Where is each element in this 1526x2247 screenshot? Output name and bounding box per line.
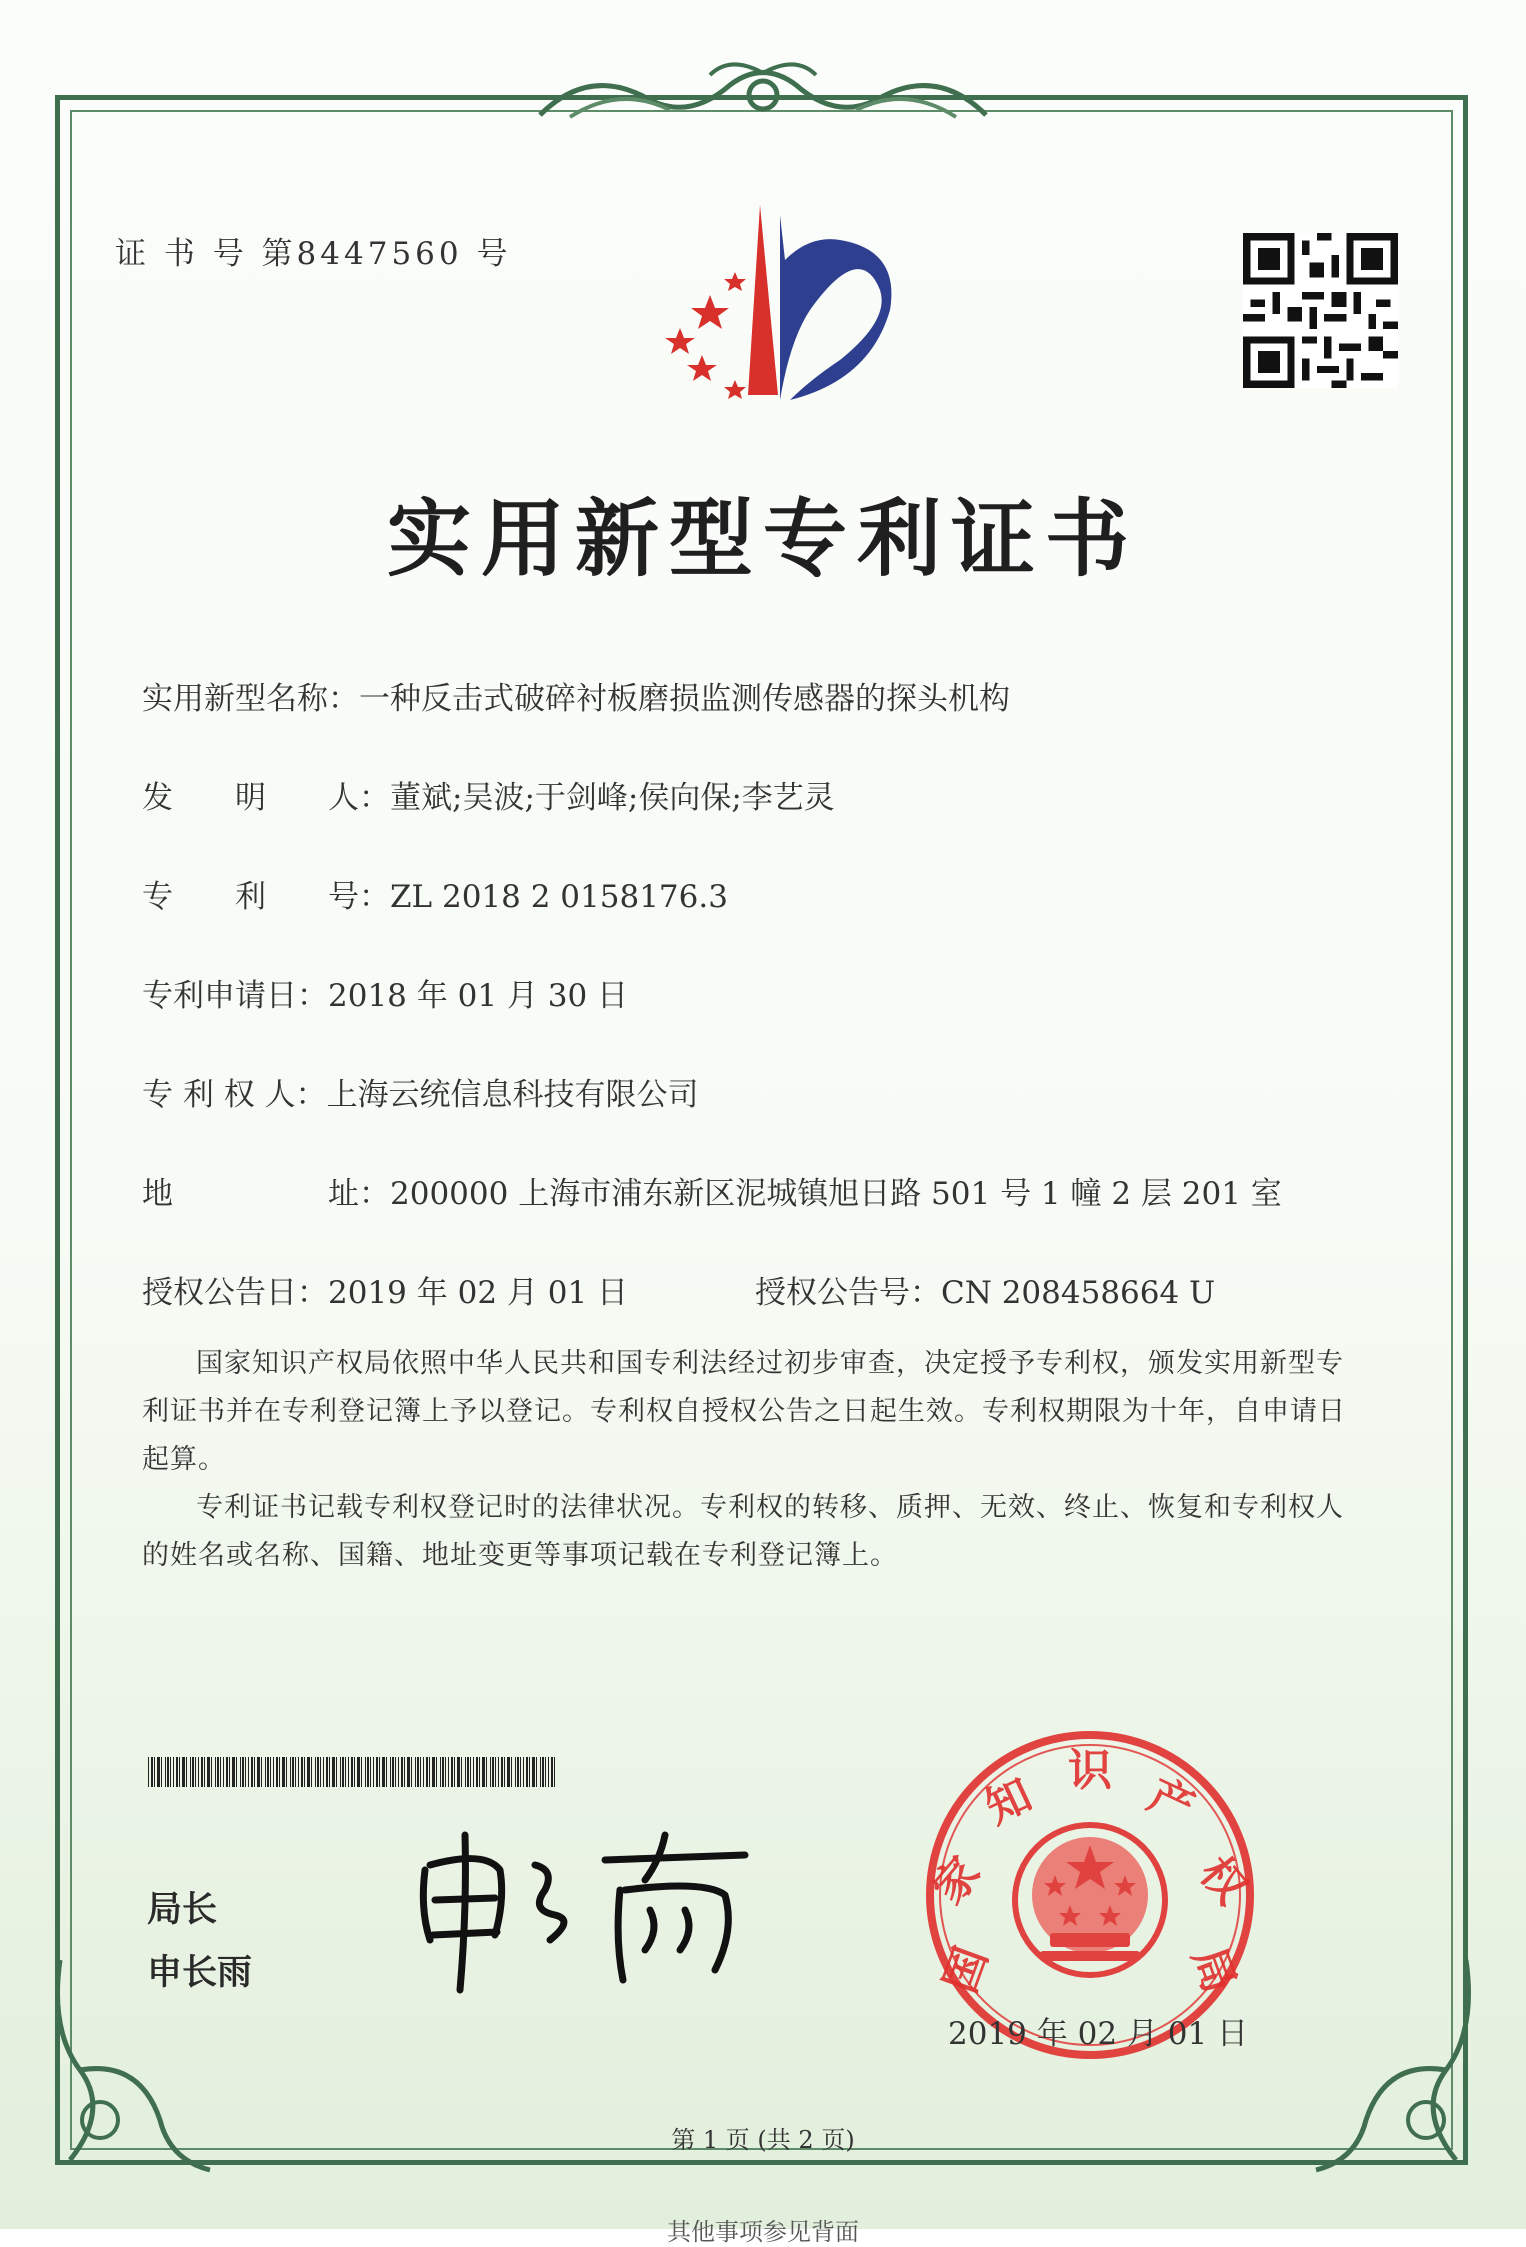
barcode-bar xyxy=(365,1757,366,1787)
svg-text:国: 国 xyxy=(934,1940,998,2000)
patent-number-value: ZL 2018 2 0158176.3 xyxy=(390,879,728,915)
barcode-bar xyxy=(429,1757,430,1787)
barcode-bar xyxy=(404,1757,405,1787)
filing-date-label: 专利申请日： xyxy=(142,978,328,1014)
barcode-bar xyxy=(342,1757,344,1787)
signatory-name: 申长雨 xyxy=(147,1953,253,1993)
patentee-label: 专 利 权 人： xyxy=(142,1077,327,1113)
barcode-bar xyxy=(420,1757,421,1787)
barcode-bar xyxy=(361,1757,362,1787)
barcode-bar xyxy=(329,1757,330,1787)
barcode-bar xyxy=(273,1757,274,1787)
grant-date-row xyxy=(142,1267,628,1312)
barcode-bar xyxy=(240,1757,241,1787)
barcode-bar xyxy=(454,1757,455,1787)
barcode-bar xyxy=(186,1757,187,1787)
barcode-bar xyxy=(398,1757,399,1787)
barcode-bar xyxy=(476,1757,478,1787)
barcode-bar xyxy=(551,1757,553,1787)
barcode-bar xyxy=(520,1757,521,1787)
barcode-bar xyxy=(461,1757,462,1787)
barcode-bar xyxy=(542,1757,544,1787)
barcode-bar xyxy=(242,1757,244,1787)
patentee-row xyxy=(142,1069,699,1114)
barcode-bar xyxy=(548,1757,549,1787)
grant-date-label: 授权公告日： xyxy=(142,1275,328,1311)
barcode-bar xyxy=(276,1757,278,1787)
barcode-bar xyxy=(445,1757,446,1787)
barcode-bar xyxy=(340,1757,341,1787)
inventor-label: 发 明 人： xyxy=(142,780,390,816)
barcode-bar xyxy=(448,1757,449,1787)
inventor-row xyxy=(142,772,835,817)
barcode-bar xyxy=(248,1757,249,1787)
barcode-bar xyxy=(204,1757,205,1787)
barcode-bar xyxy=(157,1757,160,1787)
barcode-bar xyxy=(436,1757,437,1787)
barcode-bar xyxy=(376,1757,378,1787)
inventor-value: 董斌;吴波;于剑峰;侯向保;李艺灵 xyxy=(390,780,835,816)
grant-statement-paragraph: 国家知识产权局依照中华人民共和国专利法经过初步审查，决定授予专利权，颁发实用新型专利证书并在专利登记簿上予以登记。专利权自授权公告之日起生效。专利权期限为十年，自申请日起算。 xyxy=(142,1348,1346,1475)
barcode-bar xyxy=(501,1757,503,1787)
barcode-bar xyxy=(265,1757,266,1787)
barcode-bar xyxy=(486,1757,487,1787)
barcode-bar xyxy=(532,1757,535,1787)
barcode-bar xyxy=(211,1757,212,1787)
barcode-bar xyxy=(154,1757,155,1787)
barcode-bar xyxy=(223,1757,224,1787)
address-row xyxy=(142,1168,1282,1213)
barcode-bar xyxy=(465,1757,466,1787)
svg-text:产: 产 xyxy=(1140,1769,1202,1835)
barcode-bar xyxy=(417,1757,419,1787)
svg-text:家: 家 xyxy=(923,1847,991,1914)
bottom-note: 其他事项参见背面 xyxy=(667,2218,859,2246)
barcode-bar xyxy=(207,1757,210,1787)
barcode-bar xyxy=(195,1757,196,1787)
name-label: 实用新型名称： xyxy=(142,681,359,717)
barcode-bar xyxy=(317,1757,319,1787)
barcode-bar xyxy=(345,1757,346,1787)
barcode-bar xyxy=(440,1757,441,1787)
barcode-bar xyxy=(367,1757,369,1787)
barcode-bar xyxy=(182,1757,185,1787)
barcode-bar xyxy=(490,1757,491,1787)
barcode-bar xyxy=(529,1757,530,1787)
barcode-bar xyxy=(251,1757,253,1787)
barcode-bar xyxy=(517,1757,519,1787)
patent-number-label: 专 利 号： xyxy=(142,879,390,915)
barcode-bar xyxy=(173,1757,174,1787)
svg-text:识: 识 xyxy=(1068,1745,1112,1796)
filing-date-value: 2018 年 01 月 30 日 xyxy=(328,978,629,1014)
barcode-bar xyxy=(395,1757,396,1787)
barcode-bar xyxy=(190,1757,191,1787)
barcode-bar xyxy=(382,1757,385,1787)
certificate-number: 证 书 号 第8447560 号 xyxy=(115,236,512,272)
grant-date-value: 2019 年 02 月 01 日 xyxy=(328,1275,629,1311)
address-value: 200000 上海市浦东新区泥城镇旭日路 501 号 1 幢 2 层 201 室 xyxy=(390,1176,1282,1212)
grant-number-label: 授权公告号： xyxy=(755,1275,941,1311)
barcode-bar xyxy=(390,1757,391,1787)
barcode-bar xyxy=(176,1757,178,1787)
barcode-bar xyxy=(323,1757,324,1787)
barcode-bar xyxy=(523,1757,524,1787)
barcode-bar xyxy=(290,1757,291,1787)
barcode-bar xyxy=(511,1757,512,1787)
barcode-bar xyxy=(298,1757,299,1787)
barcode-bar xyxy=(236,1757,237,1787)
barcode-bar xyxy=(386,1757,387,1787)
barcode-bar xyxy=(442,1757,444,1787)
barcode-bar xyxy=(295,1757,296,1787)
barcode-bar xyxy=(301,1757,303,1787)
barcode-bar xyxy=(326,1757,328,1787)
barcode-bar xyxy=(348,1757,349,1787)
barcode-bar xyxy=(304,1757,305,1787)
barcode-bar xyxy=(540,1757,541,1787)
barcode-bar xyxy=(507,1757,510,1787)
barcode-bar xyxy=(167,1757,169,1787)
svg-text:局: 局 xyxy=(1182,1940,1246,2000)
barcode-bar xyxy=(151,1757,153,1787)
patent-office-emblem-icon xyxy=(640,200,900,420)
barcode-bar xyxy=(217,1757,219,1787)
grant-number-row xyxy=(755,1267,1215,1312)
barcode-bar xyxy=(554,1757,555,1787)
barcode-bar xyxy=(257,1757,260,1787)
barcode-bar xyxy=(479,1757,480,1787)
barcode-bar xyxy=(179,1757,180,1787)
barcode-bar xyxy=(292,1757,294,1787)
legal-status-paragraph: 专利证书记载专利权登记时的法律状况。专利权的转移、质押、无效、终止、恢复和专利权人的姓名或名称、国籍、地址变更等事项记载在专利登记簿上。 xyxy=(142,1492,1344,1571)
handwritten-signature-icon xyxy=(405,1820,765,2000)
barcode-bar xyxy=(473,1757,474,1787)
svg-text:权: 权 xyxy=(1189,1847,1257,1914)
qr-code-icon xyxy=(1243,233,1398,388)
barcode-bar xyxy=(545,1757,546,1787)
barcode-bar xyxy=(426,1757,428,1787)
barcode-bar xyxy=(457,1757,460,1787)
barcode-bar xyxy=(351,1757,353,1787)
barcode-bar xyxy=(286,1757,287,1787)
barcode-bar xyxy=(192,1757,194,1787)
barcode-bar xyxy=(315,1757,316,1787)
filing-date-row xyxy=(142,970,628,1015)
barcode-bar xyxy=(161,1757,162,1787)
barcode-bar xyxy=(320,1757,321,1787)
grant-number-value: CN 208458664 U xyxy=(941,1275,1216,1311)
barcode-bar xyxy=(229,1757,230,1787)
page-number: 第 1 页 (共 2 页) xyxy=(671,2126,855,2154)
patent-number-row xyxy=(142,871,728,916)
barcode-bar xyxy=(201,1757,203,1787)
barcode-bar xyxy=(498,1757,499,1787)
barcode-bar xyxy=(254,1757,255,1787)
barcode-bar xyxy=(467,1757,469,1787)
barcode-bar xyxy=(451,1757,453,1787)
svg-text:知: 知 xyxy=(978,1769,1040,1835)
barcode-bar xyxy=(432,1757,435,1787)
barcode-bar xyxy=(261,1757,262,1787)
barcode-bar xyxy=(215,1757,216,1787)
barcode-bar xyxy=(148,1757,149,1787)
name-value: 一种反击式破碎衬板磨损监测传感器的探头机构 xyxy=(359,681,1010,717)
barcode-bar xyxy=(504,1757,505,1787)
barcode-bar xyxy=(515,1757,516,1787)
seal-date: 2019 年 02 月 01 日 xyxy=(948,2016,1249,2052)
signatory-title: 局长 xyxy=(147,1890,218,1930)
barcode-bar xyxy=(311,1757,312,1787)
barcode-bar xyxy=(415,1757,416,1787)
barcode-bar xyxy=(536,1757,537,1787)
barcode-bar xyxy=(245,1757,246,1787)
top-ornament-icon xyxy=(530,55,996,135)
barcode-bar xyxy=(270,1757,271,1787)
barcode-bar xyxy=(392,1757,394,1787)
barcode-bar xyxy=(220,1757,221,1787)
barcode-bar xyxy=(407,1757,410,1787)
barcode-bar xyxy=(307,1757,310,1787)
barcode-bar xyxy=(267,1757,269,1787)
barcode-bar xyxy=(226,1757,228,1787)
address-label: 地 址： xyxy=(142,1176,390,1212)
barcode-icon xyxy=(148,1757,558,1787)
barcode-bar xyxy=(282,1757,285,1787)
patentee-value: 上海云统信息科技有限公司 xyxy=(326,1077,699,1113)
barcode-bar xyxy=(165,1757,166,1787)
barcode-bar xyxy=(170,1757,171,1787)
barcode-bar xyxy=(379,1757,380,1787)
barcode-bar xyxy=(470,1757,471,1787)
barcode-bar xyxy=(492,1757,494,1787)
barcode-bar xyxy=(332,1757,335,1787)
barcode-bar xyxy=(198,1757,199,1787)
utility-model-name-row xyxy=(142,673,1010,718)
barcode-bar xyxy=(411,1757,412,1787)
barcode-bar xyxy=(423,1757,424,1787)
barcode-bar xyxy=(373,1757,374,1787)
page-title: 实用新型专利证书 xyxy=(386,489,1139,588)
barcode-bar xyxy=(336,1757,337,1787)
barcode-bar xyxy=(370,1757,371,1787)
barcode-bar xyxy=(526,1757,528,1787)
barcode-bar xyxy=(232,1757,235,1787)
barcode-bar xyxy=(357,1757,360,1787)
barcode-bar xyxy=(401,1757,403,1787)
barcode-bar xyxy=(279,1757,280,1787)
barcode-bar xyxy=(495,1757,496,1787)
barcode-bar xyxy=(354,1757,355,1787)
barcode-bar xyxy=(482,1757,485,1787)
